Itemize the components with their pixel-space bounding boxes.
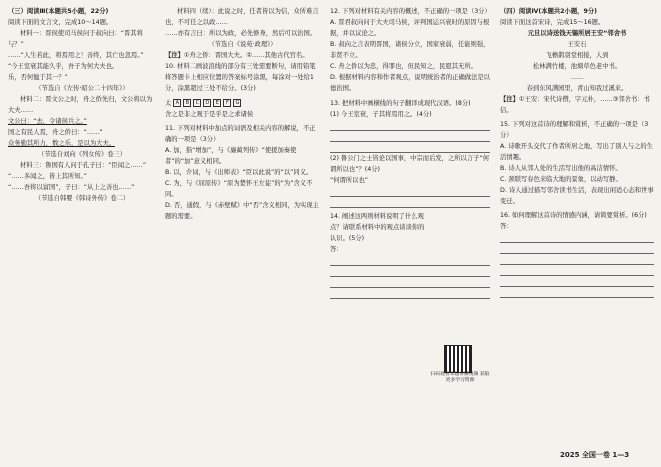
source-citation: （节选自《说苑·政理》） (208, 41, 277, 48)
answer-lines[interactable] (330, 255, 490, 299)
source-citation: （节选自刘向《列女传》卷三） (37, 151, 127, 158)
q10-text: 舍之是非之观于是乎是之求诸侯 (165, 111, 254, 118)
option-box-d[interactable]: D (203, 99, 211, 107)
option-box-f[interactable]: F (223, 99, 231, 107)
column-1 (8, 6, 156, 204)
option-c: C. 为，与《屈原传》“原为楚怀王左徒”的“为”含义不同。 (165, 180, 313, 198)
column-3 (330, 6, 490, 299)
option-a: A. 加，指“增加”，与《廉蔺列传》“使援加秦使者”的“加”意义相同。 (165, 147, 297, 165)
option-b: B. 诗人从邻人处的生活写出他的高洁情怀。 (500, 165, 622, 172)
answer-label: 答： (330, 246, 343, 253)
question-10: 10. 材料二画波浪线的部分有三处需要断句，请用铅笔将答题卡上相应位置的答案标号涂黑，每涂对一处给1分，涂黑超过三处不给分。(3分) (165, 63, 316, 92)
option-b: B. 叔向之言表明晋国，诸侯分立，国家衰弱，任能则强，非贤不立。 (330, 41, 490, 59)
poem-line: …… (570, 74, 584, 81)
source-citation: （节选自韩婴《韩诗外传》卷二） (34, 195, 130, 202)
answer-lines[interactable] (330, 120, 490, 153)
instruction: 阅读下面这首宋诗，完成15～16题。 (500, 19, 605, 26)
answer-lines[interactable] (330, 186, 490, 208)
question-13: 13. 把材料中画横线的句子翻译成现代汉语。(8分) (330, 100, 471, 107)
note-label: 【注】 (500, 96, 519, 103)
note-label: 【注】 (165, 52, 184, 59)
column-2 (165, 6, 320, 222)
passage-text: 乐，否何恤于其一？” (8, 74, 68, 81)
underlined-sentence: 众务勤其所力，数之乐，是以为大夫。 (8, 140, 116, 147)
answer-label: 答： (500, 223, 513, 230)
option-d: D. 诗人通过描写邻舍读书生活，表现出闲适心态和世事变迁。 (500, 187, 654, 205)
section-heading: （三）阅读Ⅲ(本题共5小题，22分) (8, 8, 109, 15)
poet-name: 王安石 (567, 41, 587, 48)
q10-text: 太 (165, 100, 172, 107)
option-b: B. 以，介词，与《出师表》“臣以此说”的“以”同义。 (165, 169, 313, 176)
poem-title: 元旦以诗送钱天锡所居王安“邻舍书 (527, 30, 627, 37)
q13-part-2: (2) 鲁公门之士皆论以国事，中宗而后发，之所以言子“何谓所以也”？(4分) (330, 155, 490, 173)
passage-text: “今王室衰其能久乎，吾子为何大夫也。 (8, 63, 119, 70)
note-text: ①王安：宋代诗僧，字元朴，……③邻舍书：书信。 (500, 96, 650, 114)
question-12: 12. 下列对材料有关内容的概述，不正确的一项是（3分） (330, 8, 491, 15)
q13-part-2b: “何谓所以也” (330, 177, 369, 184)
passage-text: “……多闻之，皆上其所知。” (8, 173, 87, 180)
qr-caption: 扫码观看本题讲解视频 获取更多学习资源 (430, 372, 490, 383)
question-11: 11. 下列对材料中加点的词语及相关内容的解说，不正确的一项是（3分） (165, 125, 316, 143)
option-c: C. 舟之侨以为忠，得罪也，但民知之，民愿其无所。 (330, 63, 477, 70)
option-a: A. 诗歌开头交代了作者所居之地，写出了别人与之的生活情趣。 (500, 143, 654, 161)
qr-code-icon[interactable] (444, 345, 472, 373)
poem-line: 飞檐鹊羽堂相接，人到 (545, 52, 609, 59)
punctuation-line (165, 98, 320, 109)
annotation (500, 94, 654, 116)
option-box-b[interactable]: B (183, 99, 191, 107)
instruction: 阅读下面的文言文，完成10～14题。 (8, 19, 113, 26)
question-15: 15. 下列对这首诗的理解和赏析，不正确的一项是（3分） (500, 121, 649, 139)
source-citation: （节选自《左传·昭公二十四年》） (35, 85, 129, 92)
option-box-g[interactable]: G (233, 99, 241, 107)
option-box-a[interactable]: A (173, 99, 181, 107)
option-d: D. 否，通假，与《赤壁赋》中“否”含义相同，为实现主题的需要。 (165, 202, 319, 220)
poem-line: 春到东风满园里，青山知我过溪来。 (526, 85, 628, 92)
section-heading: （四）阅读Ⅳ(本题共2小题，9分) (500, 8, 597, 15)
passage-text: “……吾将以富国”，子曰：“从上之善也……” (8, 184, 135, 191)
option-d: D. 根据材料内容和作者观点，说明统治者的正确做法是以德治国。 (330, 74, 490, 92)
passage-text: 材料三：鲁国有人问于孔子曰：“臣闻之……” (20, 162, 147, 169)
option-box-c[interactable]: C (193, 99, 201, 107)
option-c: C. 颈联写春色来临大地的景象，以动写静。 (500, 176, 622, 183)
passage-text: ……亦有言曰：所以为政，必先修身，然后可以治国。 (165, 30, 317, 37)
passage-text: 材料二：晋文公之时，舟之侨先归，文公将以为大夫…… (8, 96, 153, 114)
note-text: ①舟之侨：晋国大夫。②……其他古代官名。 (183, 52, 309, 59)
question-16: 16. 如何理解这首诗的情感内涵，请简要赏析。(6分) (500, 212, 647, 219)
passage-text: ……“人生若此，将焉用之！善终，其亡也忽焉。” (8, 52, 144, 59)
passage-text: 材料四（续）：此说之时，任者皆以为信，众所难言也，不可任之以政…… (165, 8, 319, 26)
option-box-e[interactable]: E (213, 99, 221, 107)
passage-text: 国之有民人焉，舟之侨曰：“……” (8, 129, 103, 136)
annotation (165, 50, 320, 61)
question-14: 14. 阐述这两则材料说明了什么观点？请联系材料中的观点谈谈你的认识。(5分) (330, 213, 425, 242)
poem-line: 松林满竹楼，池塘草色老中书。 (532, 63, 622, 70)
option-a: A. 晋君叔向问于大夫司马侯，评判国运兴衰时的原因与根据，并以议论之。 (330, 19, 490, 37)
column-4 (500, 6, 654, 298)
page-footer: 2025 全国一卷 1—3 (560, 451, 630, 459)
underlined-sentence: 文公曰：“去，令诸侯兵之。” (8, 118, 87, 125)
passage-text: 材料一：晋侯使司马侯问于叔向曰：“晋其将与？” (8, 30, 143, 48)
q13-part-1: (1) 今王室衰，子其将焉用之。(4分) (330, 111, 432, 118)
answer-lines[interactable] (500, 232, 654, 298)
